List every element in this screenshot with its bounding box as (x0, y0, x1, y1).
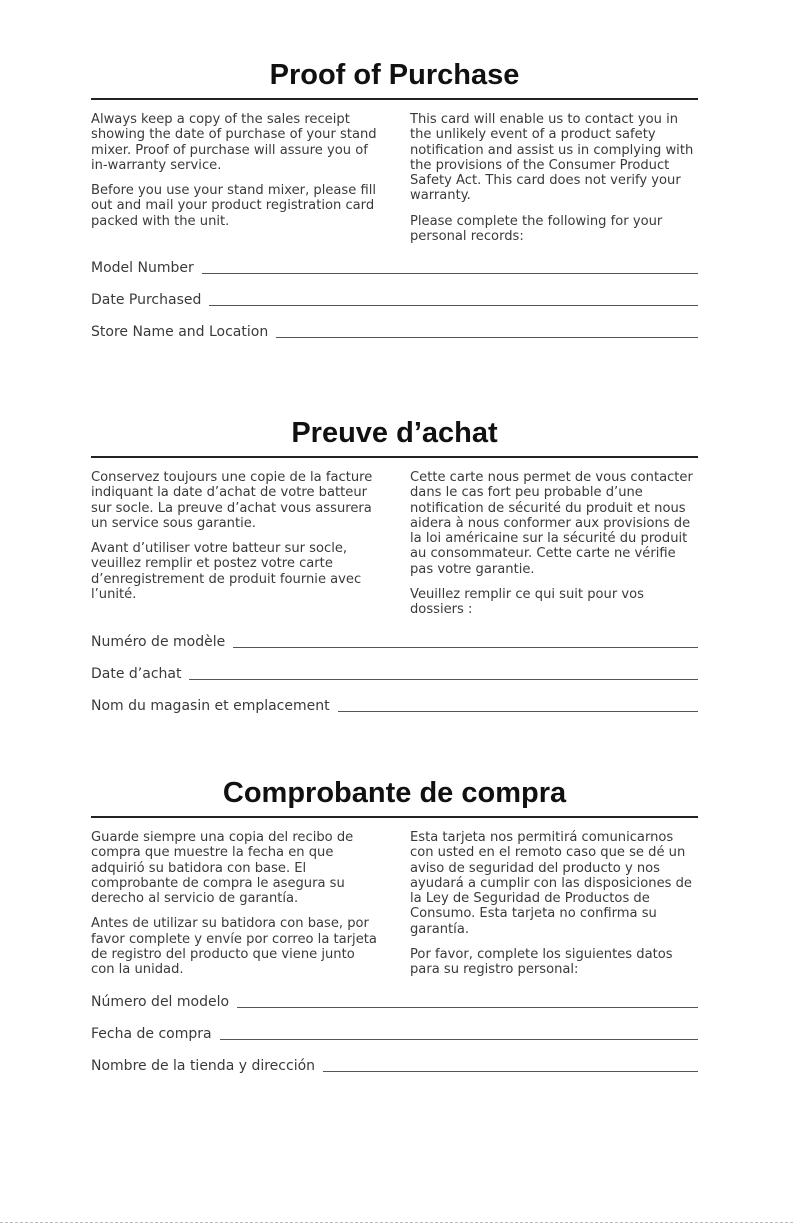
paragraph: Conservez toujours une copie de la facture indiquant la date d’achat de votre batteur sur socle. La preuve d’achat vous assurera un service sous garantie. (91, 470, 373, 531)
record-fields (91, 632, 698, 714)
left-column (91, 830, 379, 988)
page-bottom-edge (0, 1222, 793, 1223)
paragraph: Avant d’utiliser votre batteur sur socle, veuillez remplir et postez votre carte d’enregistrement de produit fournie avec l’unité. (91, 541, 362, 603)
paragraph: Cette carte nous permet de vous contacter dans le cas fort peu probable d’une notification de sécurité du produit et nous aidera à nous conformer aux provisions de la loi américaine sur la sécurité du produit au consommateur. Cette carte ne vérifie pas votre garantie. (410, 470, 693, 577)
field-label: Nombre de la tienda y dirección (91, 1057, 316, 1074)
right-column (410, 830, 698, 988)
section-title: Proof of Purchase (269, 59, 520, 91)
fill-line[interactable] (237, 1007, 698, 1008)
date-purchased-field[interactable] (91, 1024, 698, 1042)
fill-line[interactable] (338, 711, 698, 712)
paragraph: Veuillez remplir ce qui suit pour vos dossiers : (410, 587, 644, 618)
date-purchased-field[interactable] (91, 290, 698, 308)
text-columns (91, 830, 698, 988)
section-title: Preuve d’achat (291, 417, 498, 449)
paragraph: Please complete the following for your personal records: (410, 213, 663, 245)
fill-line[interactable] (209, 305, 698, 306)
right-column (410, 470, 698, 628)
field-label: Nom du magasin et emplacement (91, 697, 330, 714)
store-location-field[interactable] (91, 322, 698, 340)
divider (91, 816, 698, 818)
text-columns (91, 470, 698, 628)
field-label: Fecha de compra (91, 1025, 212, 1042)
fill-line[interactable] (323, 1071, 698, 1072)
section-preuve-dachat (91, 416, 698, 714)
record-fields (91, 992, 698, 1074)
fill-line[interactable] (202, 273, 698, 274)
fill-line[interactable] (220, 1039, 698, 1040)
paragraph: Esta tarjeta nos permitirá comunicarnos con usted en el remoto caso que se dé un aviso de seguridad del producto y nos ayudará a cumplir con las disposiciones de la Ley de Seguridad de Productos de Consumo. Esta tarjeta no confirma su garantía. (410, 830, 692, 937)
section-comprobante-de-compra (91, 776, 698, 1074)
divider (91, 98, 698, 100)
field-label: Store Name and Location (91, 324, 269, 341)
text-columns (91, 112, 698, 254)
paragraph: Por favor, complete los siguientes datos para su registro personal: (410, 947, 673, 978)
fill-line[interactable] (276, 337, 698, 338)
paragraph: Before you use your stand mixer, please fill out and mail your product registration card packed with the unit. (91, 183, 376, 229)
record-fields (91, 258, 698, 340)
divider (91, 456, 698, 458)
left-column (91, 470, 379, 628)
paragraph: Guarde siempre una copia del recibo de compra que muestre la fecha en que adquirió su batidora con base. El comprobante de compra le asegura su derecho al servicio de garantía. (91, 830, 354, 907)
field-label: Date d’achat (91, 665, 182, 682)
date-purchased-field[interactable] (91, 664, 698, 682)
left-column (91, 112, 379, 254)
field-label: Model Number (91, 260, 194, 277)
section-title: Comprobante de compra (222, 777, 567, 809)
store-location-field[interactable] (91, 696, 698, 714)
paragraph: Antes de utilizar su batidora con base, por favor complete y envíe por correo la tarjeta de registro del producto que viene junto con la unidad. (91, 916, 377, 978)
field-label: Numéro de modèle (91, 633, 226, 650)
field-label: Date Purchased (91, 292, 202, 309)
model-number-field[interactable] (91, 258, 698, 276)
right-column (410, 112, 698, 254)
model-number-field[interactable] (91, 632, 698, 650)
store-location-field[interactable] (91, 1056, 698, 1074)
fill-line[interactable] (233, 647, 698, 648)
field-label: Número del modelo (91, 993, 230, 1010)
section-proof-of-purchase (91, 58, 698, 340)
fill-line[interactable] (189, 679, 698, 680)
paragraph: Always keep a copy of the sales receipt showing the date of purchase of your stand mixer. Proof of purchase will assure you of in-warranty service. (91, 112, 377, 173)
model-number-field[interactable] (91, 992, 698, 1010)
paragraph: This card will enable us to contact you in the unlikely event of a product safety notification and assist us in complying with the provisions of the Consumer Product Safety Act. This card does not verify your warranty. (410, 112, 694, 204)
